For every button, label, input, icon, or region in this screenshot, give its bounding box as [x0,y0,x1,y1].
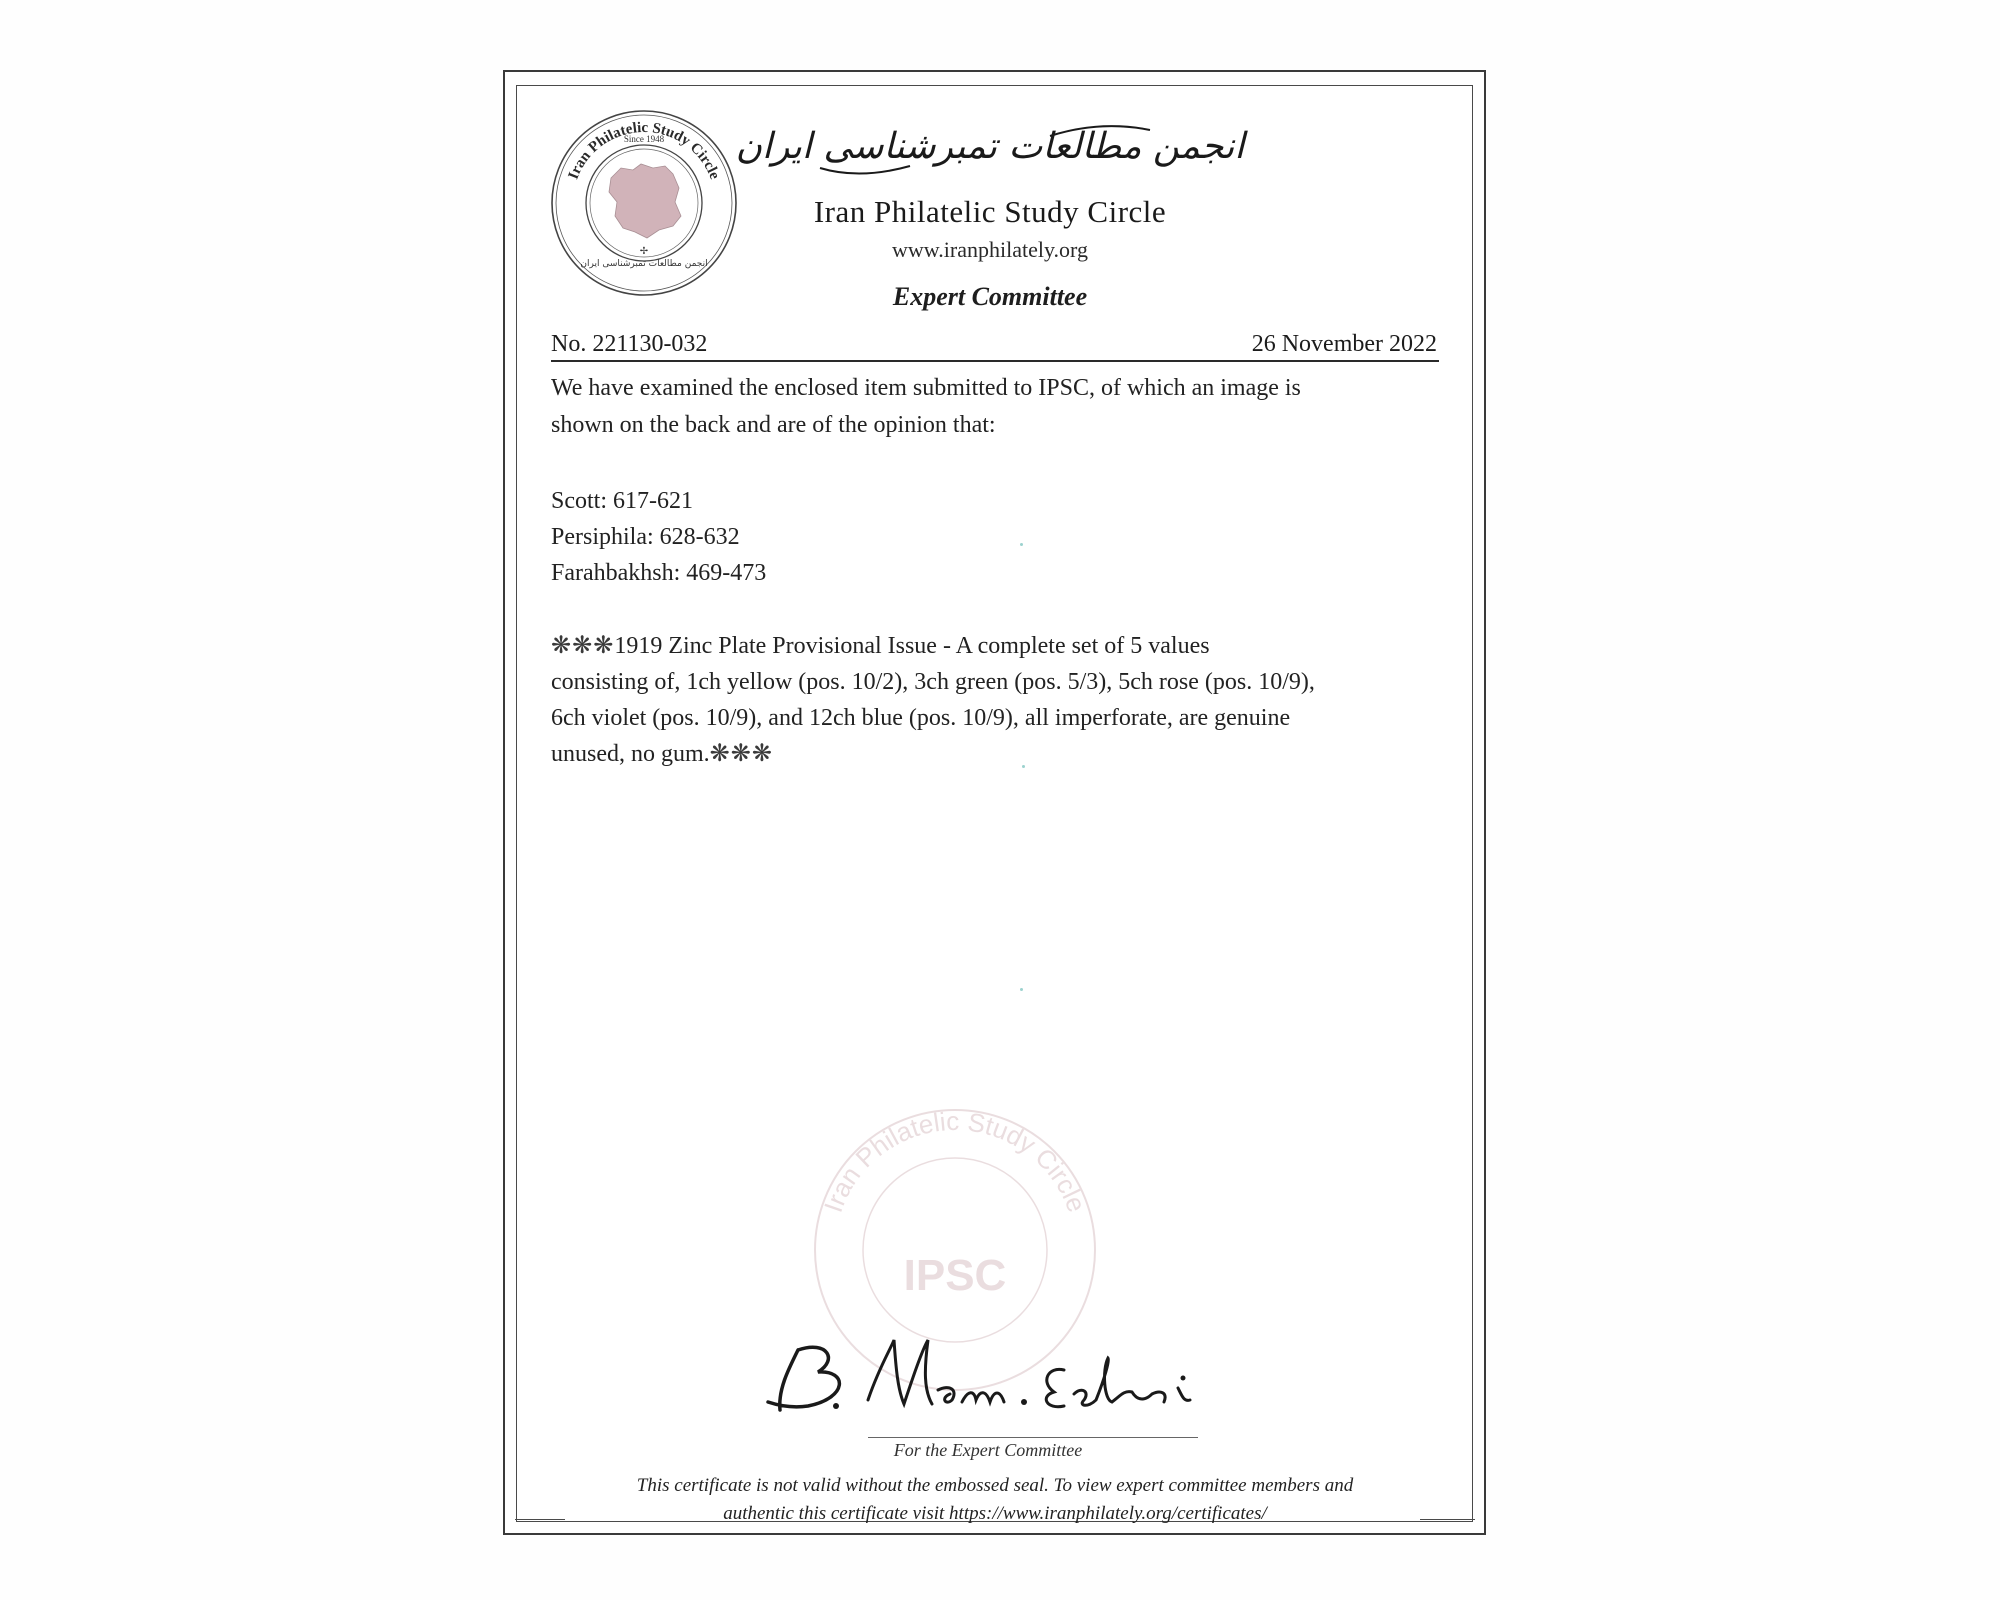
signature [728,1310,1248,1430]
catalog-scott: Scott: 617-621 [551,488,693,514]
description-line [551,736,1441,772]
svg-text:انجمن مطالعات تمبرشناسی ایران: انجمن مطالعات تمبرشناسی ایران [735,126,1245,167]
bottom-border-segment [1420,1519,1475,1520]
certificate-date: 26 November 2022 [1251,331,1437,357]
catalog-references [551,483,766,591]
bottom-border-segment [515,1519,565,1520]
footer-line[interactable]: authentic this certificate visit https://www.iranphilately.org/certificates/ [723,1503,1267,1524]
organization-url[interactable]: www.iranphilately.org [892,237,1088,262]
footer-validity-note [560,1472,1430,1528]
description-line: 6ch violet (pos. 10/9), and 12ch blue (pos. 10/9), all imperforate, are genuine [551,705,1291,731]
seal-persian-text: انجمن مطالعات تمبرشناسی ایران [580,259,708,269]
star-ornament-icon: ❋❋❋ [709,741,773,767]
persian-calligraphy-title [735,106,1245,186]
scan-speck [1020,988,1023,991]
emboss-center-text: IPSC [903,1251,1007,1300]
description-text: unused, no gum. [551,741,710,767]
description-line: consisting of, 1ch yellow (pos. 10/2), 3ch green (pos. 5/3), 5ch rose (pos. 10/9), [551,669,1315,695]
star-ornament-icon: ❋❋❋ [551,633,615,659]
opinion-description [551,628,1441,772]
certificate-number: No. 221130-032 [551,331,708,357]
intro-line: We have examined the enclosed item submitted to IPSC, of which an image is [551,375,1301,401]
description-text: 1919 Zinc Plate Provisional Issue - A complete set of 5 values [614,633,1210,659]
ipsc-seal-logo [549,108,739,298]
iran-map-icon [609,164,681,238]
signature-caption: For the Expert Committee [893,1440,1083,1460]
seal-cross-icon: ✢ [639,246,649,257]
intro-paragraph [551,370,1431,444]
catalog-persiphila: Persiphila: 628-632 [551,524,740,550]
scan-speck [1020,543,1023,546]
scan-speck [1022,765,1025,768]
footer-line: This certificate is not valid without the embossed seal. To view expert committee members and [636,1475,1354,1496]
seal-since-text: Since 1948 [623,134,665,144]
header-divider [551,360,1439,362]
catalog-farahbakhsh: Farahbakhsh: 469-473 [551,560,767,586]
emboss-ring-text: Iran Philatelic Study Circle [817,1105,1093,1217]
seal-ring-text: Iran Philatelic Study Circle [565,119,723,182]
description-line [551,628,1441,664]
intro-line: shown on the back and are of the opinion that: [551,412,996,438]
organization-name: Iran Philatelic Study Circle [813,194,1167,229]
signature-line [868,1437,1198,1438]
committee-title: Expert Committee [892,282,1088,311]
